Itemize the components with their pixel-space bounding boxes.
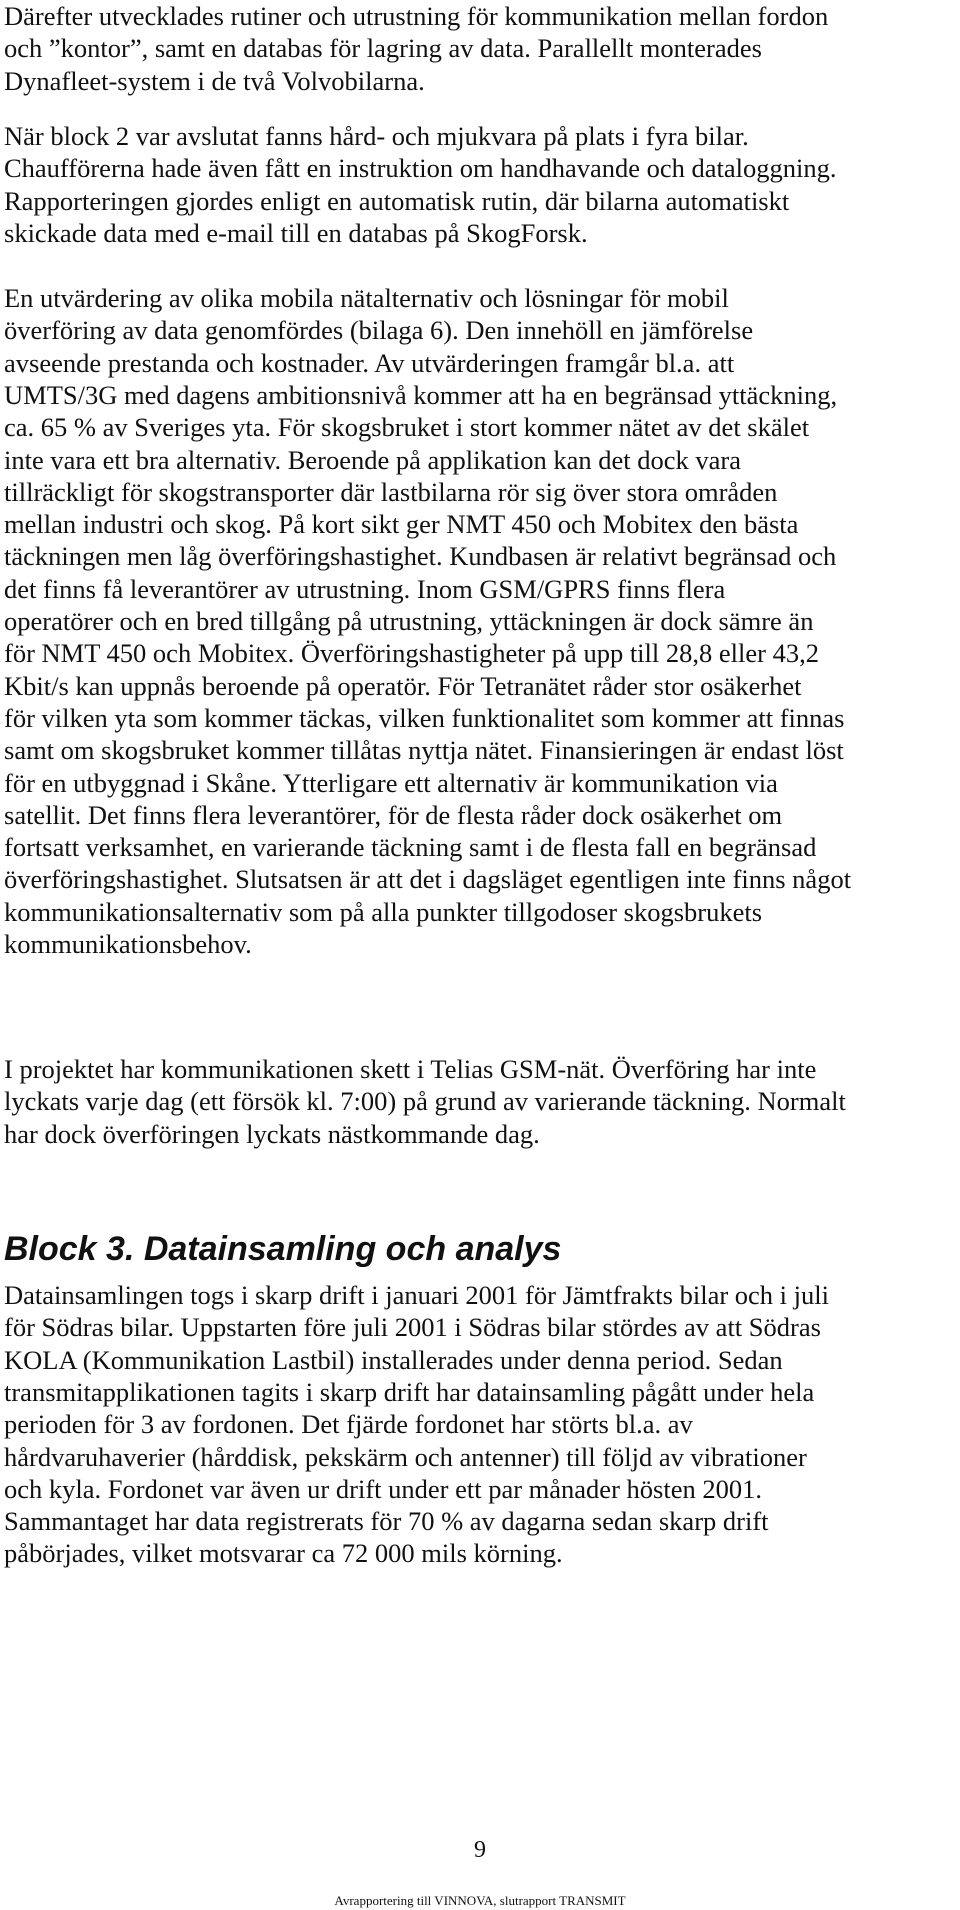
text-line: Dynafleet-system i de två Volvobilarna. xyxy=(4,65,425,96)
text-line: det finns få leverantörer av utrustning. Inom GSM/GPRS finns flera xyxy=(4,573,726,604)
text-line: inte vara ett bra alternativ. Beroende på applikation kan det dock vara xyxy=(4,444,742,475)
text-line: avseende prestanda och kostnader. Av utvärderingen framgår bl.a. att xyxy=(4,347,735,378)
text-line: Därefter utvecklades rutiner och utrustning för kommunikation mellan fordon xyxy=(4,1,829,31)
text-line: kommunikationsbehov. xyxy=(4,929,252,959)
text-line: för en utbyggnad i Skåne. Ytterligare ett alternativ är kommunikation via xyxy=(4,767,778,798)
text-line: KOLA (Kommunikation Lastbil) installerades under denna period. Sedan xyxy=(4,1344,783,1375)
text-line: När block 2 var avslutat fanns hård- och mjukvara på plats i fyra bilar. xyxy=(4,121,749,151)
text-line: och ”kontor”, samt en databas för lagring av data. Parallellt monterades xyxy=(4,33,762,64)
text-line: En utvärdering av olika mobila nätalternativ och lösningar för mobil xyxy=(4,283,729,313)
text-line: kommunikationsalternativ som på alla punkter tillgodoser skogsbrukets xyxy=(4,896,763,927)
text-line: för vilken yta som kommer täckas, vilken funktionalitet som kommer att finnas xyxy=(4,702,845,733)
text-line: I projektet har kommunikationen skett i Telias GSM-nät. Överföring har inte xyxy=(4,1054,817,1084)
text-line: ca. 65 % av Sveriges yta. För skogsbruket i stort kommer nätet av det skälet xyxy=(4,412,810,443)
text-line: Rapporteringen gjordes enligt en automatisk rutin, där bilarna automatiskt xyxy=(4,185,790,216)
text-line: överföring av data genomfördes (bilaga 6). Den innehöll en jämförelse xyxy=(4,315,754,346)
text-line: har dock överföringen lyckats nästkommande dag. xyxy=(4,1118,540,1149)
text-line: lyckats varje dag (ett försök kl. 7:00) på grund av varierande täckning. Normalt xyxy=(4,1086,846,1117)
text-line: operatörer och en bred tillgång på utrustning, yttäckningen är dock sämre än xyxy=(4,606,814,636)
page-footer: Avrapportering till VINNOVA, slutrapport TRANSMIT xyxy=(334,1893,626,1908)
text-line: hårdvaruhaverier (hårddisk, pekskärm och antenner) till följd av vibrationer xyxy=(4,1441,807,1472)
text-line: UMTS/3G med dagens ambitionsnivå kommer att ha en begränsad yttäckning, xyxy=(4,379,838,410)
text-line: transmitapplikationen tagits i skarp drift har datainsamling pågått under hela xyxy=(4,1376,815,1407)
text-line: Chaufförerna hade även fått en instruktion om handhavande och dataloggning. xyxy=(4,153,837,184)
text-line: och kyla. Fordonet var även ur drift under ett par månader hösten 2001. xyxy=(4,1473,762,1504)
text-line: samt om skogsbruket kommer tillåtas nyttja nätet. Finansieringen är endast löst xyxy=(4,735,844,766)
text-line: perioden för 3 av fordonen. Det fjärde fordonet har störts bl.a. av xyxy=(4,1409,693,1440)
text-line: tillräckligt för skogstransporter där lastbilarna rör sig över stora områden xyxy=(4,476,778,507)
text-line: fortsatt verksamhet, en varierande täckning samt i de flesta fall en begränsad xyxy=(4,832,817,863)
text-line: mellan industri och skog. På kort sikt ger NMT 450 och Mobitex den bästa xyxy=(4,509,799,540)
text-line: satellit. Det finns flera leverantörer, för de flesta råder dock osäkerhet om xyxy=(4,799,783,830)
text-line: Kbit/s kan uppnås beroende på operatör. För Tetranätet råder stor osäkerhet xyxy=(4,670,802,701)
text-line: täckningen men låg överföringshastighet. Kundbasen är relativt begränsad och xyxy=(4,541,837,572)
page-number: 9 xyxy=(474,1837,486,1863)
text-line: för NMT 450 och Mobitex. Överföringshastigheter på upp till 28,8 eller 43,2 xyxy=(4,638,819,669)
text-line: skickade data med e-mail till en databas på SkogForsk. xyxy=(4,217,588,248)
text-line: överföringshastighet. Slutsatsen är att det i dagsläget egentligen inte finns något xyxy=(4,864,852,895)
section-heading: Block 3. Datainsamling och analys xyxy=(4,1230,562,1268)
text-line: Datainsamlingen togs i skarp drift i januari 2001 för Jämtfrakts bilar och i juli xyxy=(4,1280,829,1310)
text-line: Sammantaget har data registrerats för 70 % av dagarna sedan skarp drift xyxy=(4,1506,769,1537)
text-line: för Södras bilar. Uppstarten före juli 2001 i Södras bilar stördes av att Södras xyxy=(4,1312,821,1343)
text-line: påbörjades, vilket motsvarar ca 72 000 mils körning. xyxy=(4,1538,563,1569)
